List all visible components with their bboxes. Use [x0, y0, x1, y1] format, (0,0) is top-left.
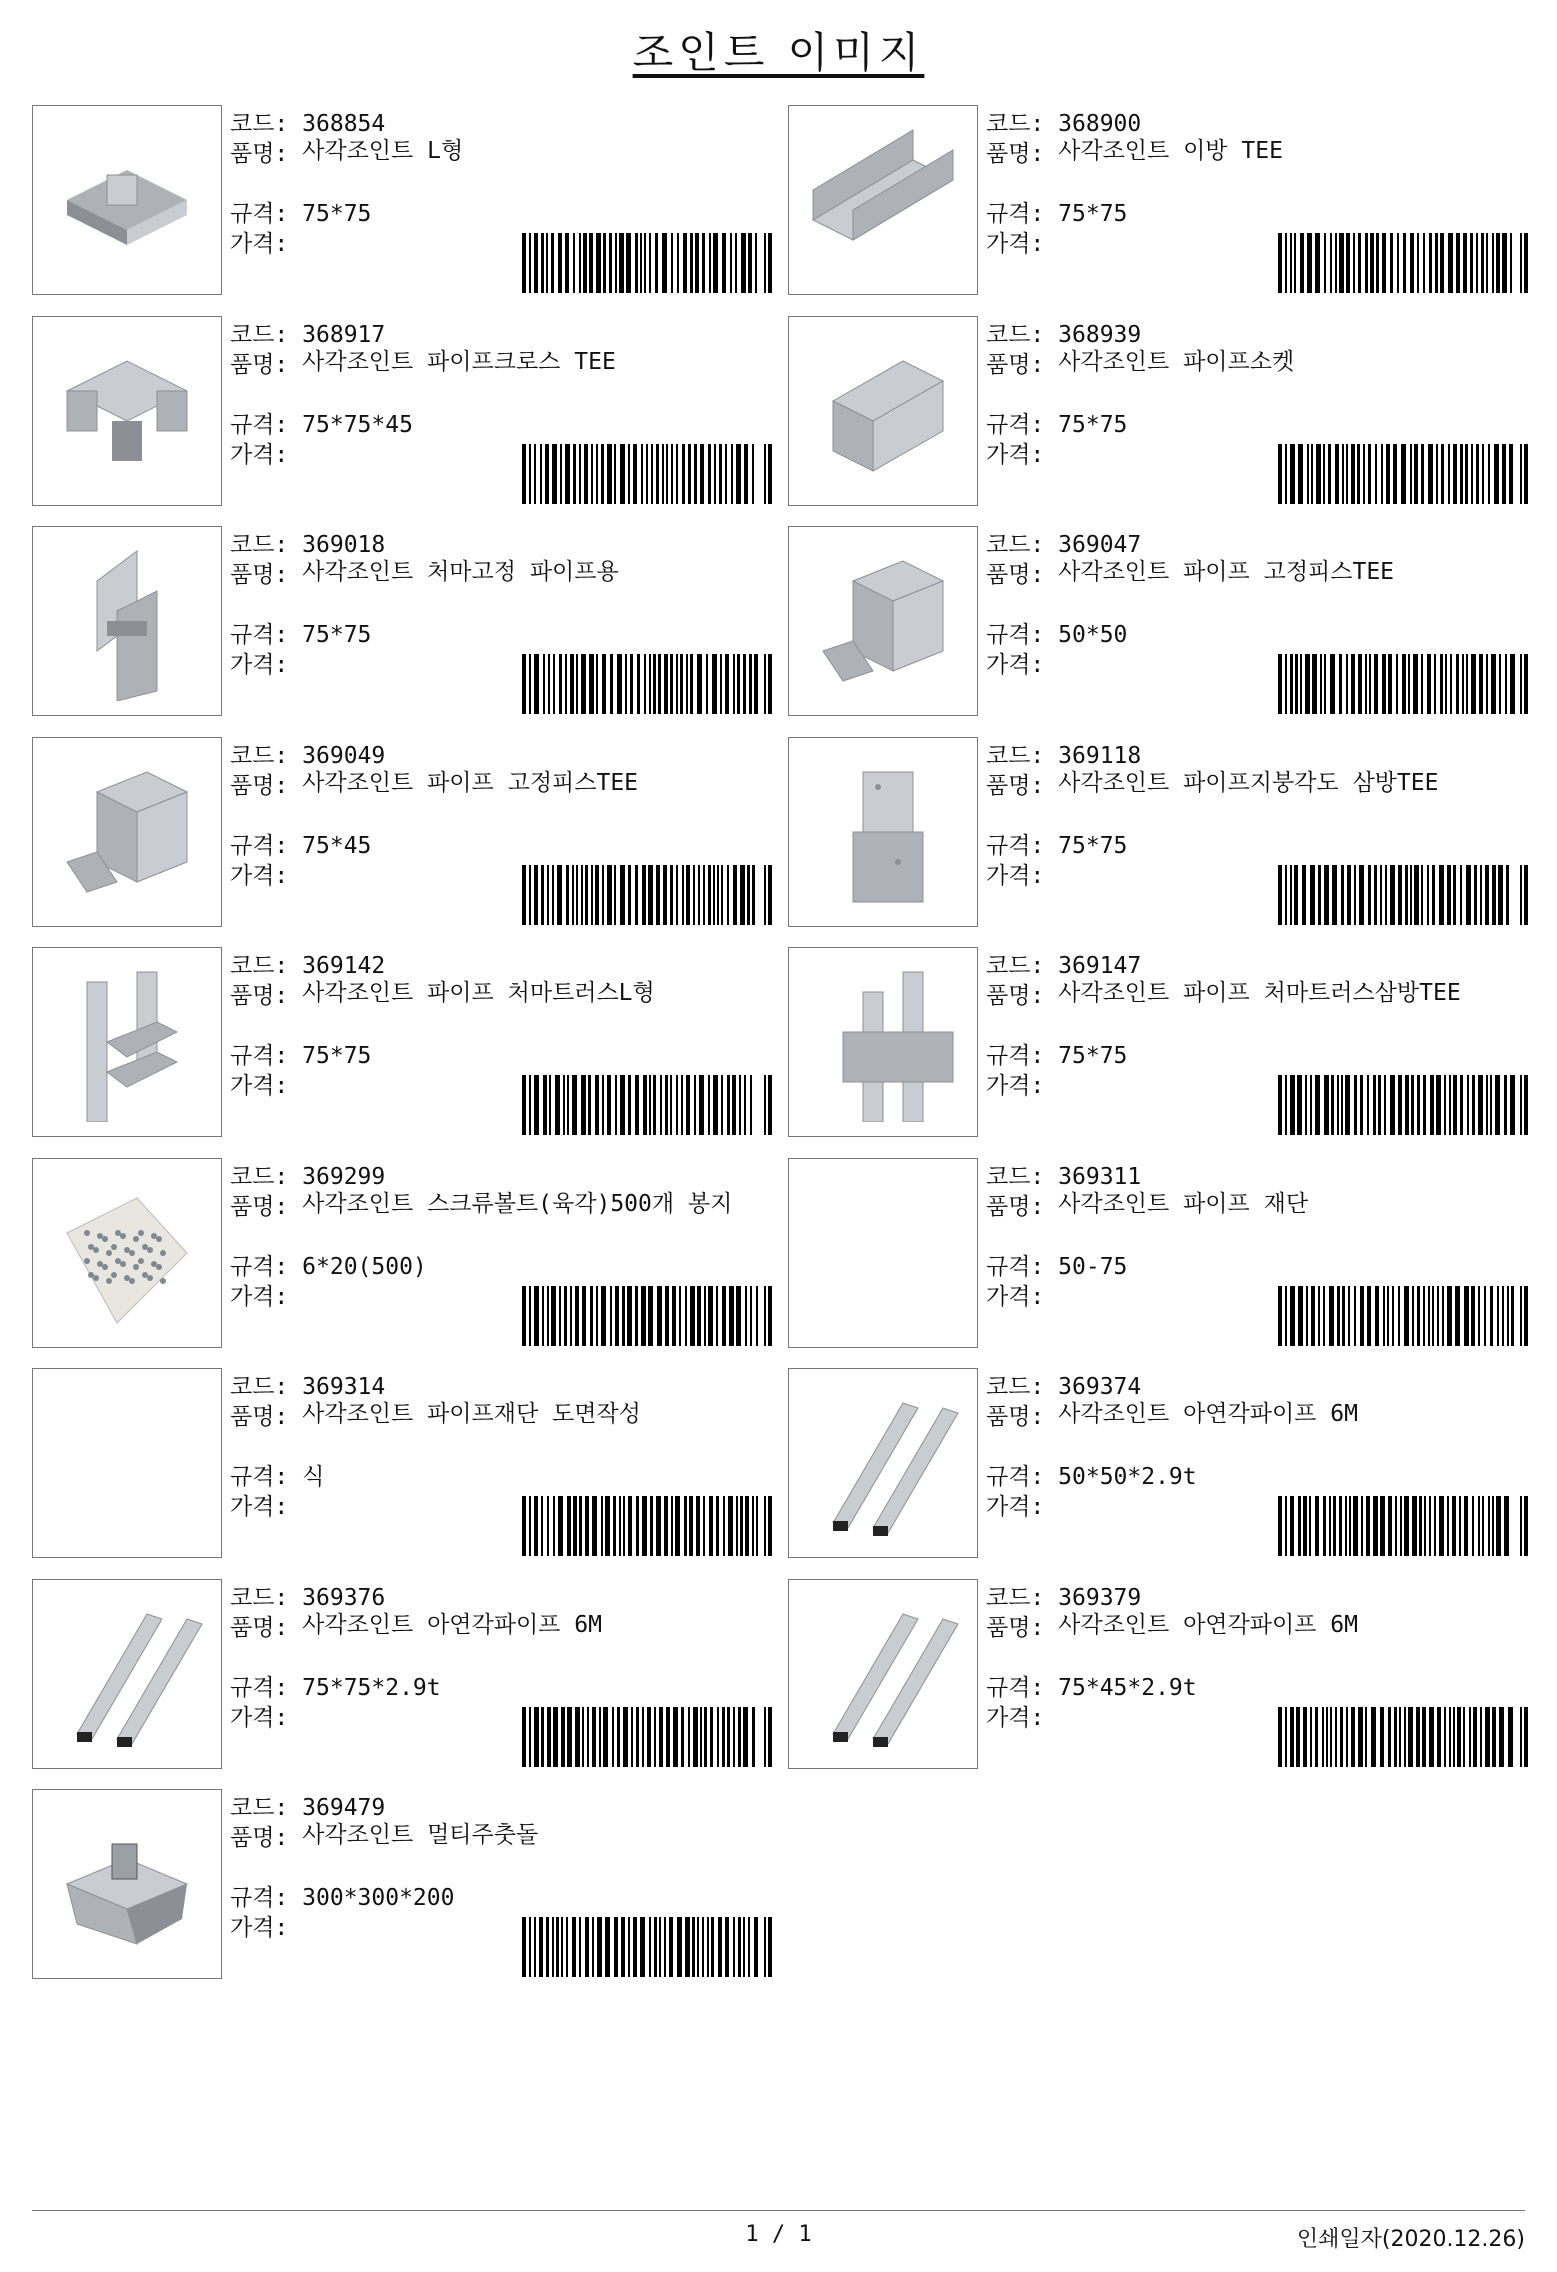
spec-value: 75*75: [302, 201, 372, 227]
spec-value: 75*75*2.9t: [302, 1674, 441, 1701]
spec-label: 규격:: [230, 1464, 289, 1490]
name-row: [230, 1613, 770, 1643]
product-image: [788, 316, 978, 506]
product-image: [788, 105, 978, 295]
name-label: 품명:: [230, 1404, 289, 1430]
product-image: [32, 737, 222, 927]
spec-label: 규격:: [230, 1885, 289, 1911]
spec-value: 75*75: [1058, 1043, 1128, 1069]
product-image: [32, 1789, 222, 1979]
name-value: 사각조인트 파이프 고정피스TEE: [302, 769, 639, 796]
product-card: [32, 1789, 782, 1979]
fixing-tee-icon: [47, 752, 207, 912]
name-row: [986, 1402, 1526, 1432]
truss-l-icon: [47, 962, 207, 1122]
barcode: [1278, 1286, 1528, 1346]
code-value: 368939: [1058, 321, 1142, 348]
spec-label: 규격:: [230, 622, 289, 648]
spec-value: 6*20(500): [302, 1253, 427, 1280]
spec-row: [986, 410, 1526, 440]
square-pipe-icon: [803, 1383, 963, 1543]
code-value: 368917: [302, 321, 386, 348]
name-label: 품명:: [986, 772, 1045, 799]
spec-row: [986, 1041, 1526, 1071]
name-row: [986, 981, 1526, 1011]
product-card: [788, 526, 1538, 716]
name-label: 품명:: [230, 562, 289, 588]
code-row: [230, 530, 770, 560]
barcode: [1278, 1496, 1528, 1556]
code-label: 코드:: [230, 1584, 289, 1611]
code-row: [986, 1162, 1526, 1192]
name-value: 사각조인트 파이프크로스 TEE: [302, 348, 616, 375]
spec-value: 75*75: [302, 1043, 372, 1069]
spec-value: 75*75*45: [302, 411, 413, 438]
price-label: 가격:: [230, 1494, 289, 1520]
product-image: [32, 316, 222, 506]
product-image: [788, 1158, 978, 1348]
spec-row: [230, 1462, 770, 1492]
name-value: 사각조인트 처마고정 파이프용: [302, 559, 619, 585]
spec-label: 규격:: [986, 1253, 1045, 1280]
code-row: [986, 530, 1526, 560]
spec-row: [230, 1252, 770, 1282]
product-image: [32, 947, 222, 1137]
name-value: 사각조인트 파이프지붕각도 삼방TEE: [1058, 769, 1439, 796]
price-label: 가격:: [986, 231, 1045, 257]
product-card: [32, 526, 782, 716]
square-pipe-icon: [803, 1594, 963, 1754]
code-label: 코드:: [986, 111, 1045, 137]
name-value: 사각조인트 파이프재단 도면작성: [302, 1401, 641, 1427]
code-value: 369374: [1058, 1374, 1142, 1400]
code-value: 369311: [1058, 1163, 1142, 1190]
name-label: 품명:: [986, 1404, 1045, 1430]
spec-value: 75*75: [1058, 201, 1128, 227]
two-way-tee-icon: [803, 120, 963, 280]
name-value: 사각조인트 파이프 처마트러스L형: [302, 980, 655, 1006]
code-row: [230, 1793, 770, 1823]
name-value: 사각조인트 아연각파이프 6M: [302, 1611, 602, 1638]
product-card: [32, 1579, 782, 1769]
screw-bag-icon: [47, 1173, 207, 1333]
name-label: 품명:: [986, 1193, 1045, 1220]
spec-value: 300*300*200: [302, 1885, 455, 1911]
barcode: [522, 1075, 772, 1135]
product-image: [32, 1368, 222, 1558]
spec-value: 75*45: [302, 832, 372, 859]
code-label: 코드:: [230, 1163, 289, 1190]
product-image: [32, 526, 222, 716]
spec-value: 50*50: [1058, 622, 1128, 648]
code-row: [986, 320, 1526, 350]
name-value: 사각조인트 파이프 고정피스TEE: [1058, 559, 1395, 585]
name-value: 사각조인트 멀티주춧돌: [302, 1822, 539, 1848]
price-label: 가격:: [230, 231, 289, 257]
price-label: 가격:: [986, 652, 1045, 678]
name-label: 품명:: [986, 351, 1045, 378]
spec-label: 규격:: [230, 832, 289, 859]
code-row: [986, 1583, 1526, 1613]
product-card: [32, 737, 782, 927]
spec-label: 규격:: [986, 1674, 1045, 1701]
code-label: 코드:: [986, 953, 1045, 979]
spec-value: 75*75: [1058, 411, 1128, 438]
barcode: [1278, 1707, 1528, 1767]
code-row: [230, 1583, 770, 1613]
code-label: 코드:: [986, 1584, 1045, 1611]
code-row: [986, 741, 1526, 771]
code-value: 369049: [302, 742, 386, 769]
name-label: 품명:: [986, 562, 1045, 588]
spec-label: 규격:: [986, 1464, 1045, 1490]
code-row: [230, 320, 770, 350]
name-row: [986, 771, 1526, 801]
spec-row: [986, 831, 1526, 861]
barcode: [522, 654, 772, 714]
page-number: 1 / 1: [745, 2222, 812, 2247]
spec-label: 규격:: [230, 201, 289, 227]
product-card: [788, 105, 1538, 295]
price-label: 가격:: [986, 1704, 1045, 1731]
name-label: 품명:: [230, 983, 289, 1009]
spec-row: [986, 1673, 1526, 1703]
code-value: 369479: [302, 1795, 386, 1821]
spec-label: 규격:: [230, 1043, 289, 1069]
product-image: [788, 1579, 978, 1769]
code-value: 369142: [302, 953, 386, 979]
spec-row: [230, 620, 770, 650]
name-value: 사각조인트 이방 TEE: [1058, 138, 1283, 164]
name-value: 사각조인트 파이프 처마트러스삼방TEE: [1058, 980, 1461, 1006]
roof-angle-tee-icon: [803, 752, 963, 912]
product-card: [32, 1368, 782, 1558]
l-joint-icon: [47, 120, 207, 280]
truss-tee-icon: [803, 962, 963, 1122]
code-row: [986, 1372, 1526, 1402]
code-label: 코드:: [230, 742, 289, 769]
code-row: [986, 109, 1526, 139]
code-value: 369379: [1058, 1584, 1142, 1611]
eave-bracket-icon: [47, 541, 207, 701]
code-label: 코드:: [230, 953, 289, 979]
blank-icon: [803, 1173, 963, 1333]
product-card: [788, 1368, 1538, 1558]
code-label: 코드:: [230, 1374, 289, 1400]
cross-tee-icon: [47, 331, 207, 491]
code-label: 코드:: [230, 532, 289, 558]
name-value: 사각조인트 L형: [302, 138, 464, 164]
price-label: 가격:: [986, 1283, 1045, 1310]
spec-row: [230, 1883, 770, 1913]
product-card: [788, 316, 1538, 506]
code-value: 369299: [302, 1163, 386, 1190]
product-card: [32, 316, 782, 506]
spec-label: 규격:: [986, 622, 1045, 648]
price-label: 가격:: [230, 652, 289, 678]
name-label: 품명:: [986, 983, 1045, 1009]
product-card: [32, 1158, 782, 1348]
spec-label: 규격:: [986, 1043, 1045, 1069]
product-image: [32, 1579, 222, 1769]
spec-row: [986, 199, 1526, 229]
barcode: [1278, 444, 1528, 504]
barcode: [1278, 1075, 1528, 1135]
spec-row: [230, 1041, 770, 1071]
name-row: [230, 1402, 770, 1432]
product-image: [788, 737, 978, 927]
spec-row: [230, 831, 770, 861]
spec-row: [986, 620, 1526, 650]
name-label: 품명:: [230, 1825, 289, 1851]
spec-label: 규격:: [230, 1674, 289, 1701]
barcode: [522, 1707, 772, 1767]
name-label: 품명:: [230, 1193, 289, 1220]
name-row: [230, 771, 770, 801]
code-row: [986, 951, 1526, 981]
spec-row: [986, 1462, 1526, 1492]
name-label: 품명:: [230, 351, 289, 378]
barcode: [522, 865, 772, 925]
code-row: [230, 741, 770, 771]
code-value: 368854: [302, 111, 386, 137]
name-row: [230, 981, 770, 1011]
footer-divider: [32, 2210, 1525, 2211]
spec-row: [230, 199, 770, 229]
spec-row: [230, 410, 770, 440]
barcode: [1278, 654, 1528, 714]
spec-row: [986, 1252, 1526, 1282]
name-value: 사각조인트 파이프 재단: [1058, 1190, 1309, 1217]
name-row: [230, 350, 770, 380]
socket-icon: [803, 331, 963, 491]
product-card: [788, 1579, 1538, 1769]
code-value: 368900: [1058, 111, 1142, 137]
name-label: 품명:: [230, 141, 289, 167]
name-row: [230, 1192, 770, 1222]
code-label: 코드:: [986, 321, 1045, 348]
name-label: 품명:: [230, 772, 289, 799]
name-row: [986, 139, 1526, 169]
barcode: [522, 1917, 772, 1977]
code-label: 코드:: [230, 111, 289, 137]
blank-icon: [47, 1383, 207, 1543]
barcode: [522, 444, 772, 504]
code-row: [230, 1162, 770, 1192]
product-card: [788, 947, 1538, 1137]
name-row: [230, 560, 770, 590]
price-label: 가격:: [230, 1704, 289, 1731]
name-value: 사각조인트 아연각파이프 6M: [1058, 1611, 1358, 1638]
price-label: 가격:: [986, 1073, 1045, 1099]
spec-label: 규격:: [230, 411, 289, 438]
barcode: [1278, 233, 1528, 293]
footing-stone-icon: [47, 1804, 207, 1964]
code-label: 코드:: [986, 1163, 1045, 1190]
code-row: [230, 109, 770, 139]
name-value: 사각조인트 아연각파이프 6M: [1058, 1401, 1358, 1427]
spec-value: 75*75: [302, 622, 372, 648]
code-value: 369147: [1058, 953, 1142, 979]
page-title: 조인트 이미지: [632, 28, 925, 77]
spec-label: 규격:: [986, 411, 1045, 438]
product-image: [32, 105, 222, 295]
name-row: [230, 1823, 770, 1853]
barcode: [522, 233, 772, 293]
code-row: [230, 1372, 770, 1402]
product-card: [32, 105, 782, 295]
spec-value: 50*50*2.9t: [1058, 1464, 1197, 1490]
print-date: 인쇄일자(2020.12.26): [1296, 2227, 1525, 2252]
name-value: 사각조인트 스크류볼트(육각)500개 봉지: [302, 1190, 733, 1217]
name-row: [986, 350, 1526, 380]
price-label: 가격:: [986, 862, 1045, 889]
spec-label: 규격:: [230, 1253, 289, 1280]
price-label: 가격:: [986, 441, 1045, 468]
fixing-tee-icon: [803, 541, 963, 701]
code-label: 코드:: [230, 321, 289, 348]
product-card: [788, 737, 1538, 927]
name-label: 품명:: [986, 1614, 1045, 1641]
code-label: 코드:: [230, 1795, 289, 1821]
square-pipe-icon: [47, 1594, 207, 1754]
product-card: [788, 1158, 1538, 1348]
name-row: [986, 1192, 1526, 1222]
barcode: [522, 1496, 772, 1556]
product-image: [788, 526, 978, 716]
spec-label: 규격:: [986, 201, 1045, 227]
price-label: 가격:: [230, 1073, 289, 1099]
code-label: 코드:: [986, 532, 1045, 558]
name-value: 사각조인트 파이프소켓: [1058, 348, 1295, 375]
name-label: 품명:: [230, 1614, 289, 1641]
product-image: [788, 1368, 978, 1558]
barcode: [1278, 865, 1528, 925]
barcode: [522, 1286, 772, 1346]
spec-value: 50-75: [1058, 1253, 1128, 1280]
code-value: 369018: [302, 532, 386, 558]
price-label: 가격:: [230, 1915, 289, 1941]
product-image: [788, 947, 978, 1137]
spec-value: 75*45*2.9t: [1058, 1674, 1197, 1701]
code-value: 369047: [1058, 532, 1142, 558]
spec-value: 75*75: [1058, 832, 1128, 859]
code-label: 코드:: [986, 742, 1045, 769]
name-row: [230, 139, 770, 169]
code-label: 코드:: [986, 1374, 1045, 1400]
spec-label: 규격:: [986, 832, 1045, 859]
product-card: [32, 947, 782, 1137]
product-image: [32, 1158, 222, 1348]
name-row: [986, 560, 1526, 590]
price-label: 가격:: [986, 1494, 1045, 1520]
price-label: 가격:: [230, 1283, 289, 1310]
spec-row: [230, 1673, 770, 1703]
name-label: 품명:: [986, 141, 1045, 167]
code-value: 369118: [1058, 742, 1142, 769]
code-row: [230, 951, 770, 981]
code-value: 369376: [302, 1584, 386, 1611]
code-value: 369314: [302, 1374, 386, 1400]
spec-value: 식: [302, 1464, 325, 1490]
price-label: 가격:: [230, 441, 289, 468]
price-label: 가격:: [230, 862, 289, 889]
name-row: [986, 1613, 1526, 1643]
